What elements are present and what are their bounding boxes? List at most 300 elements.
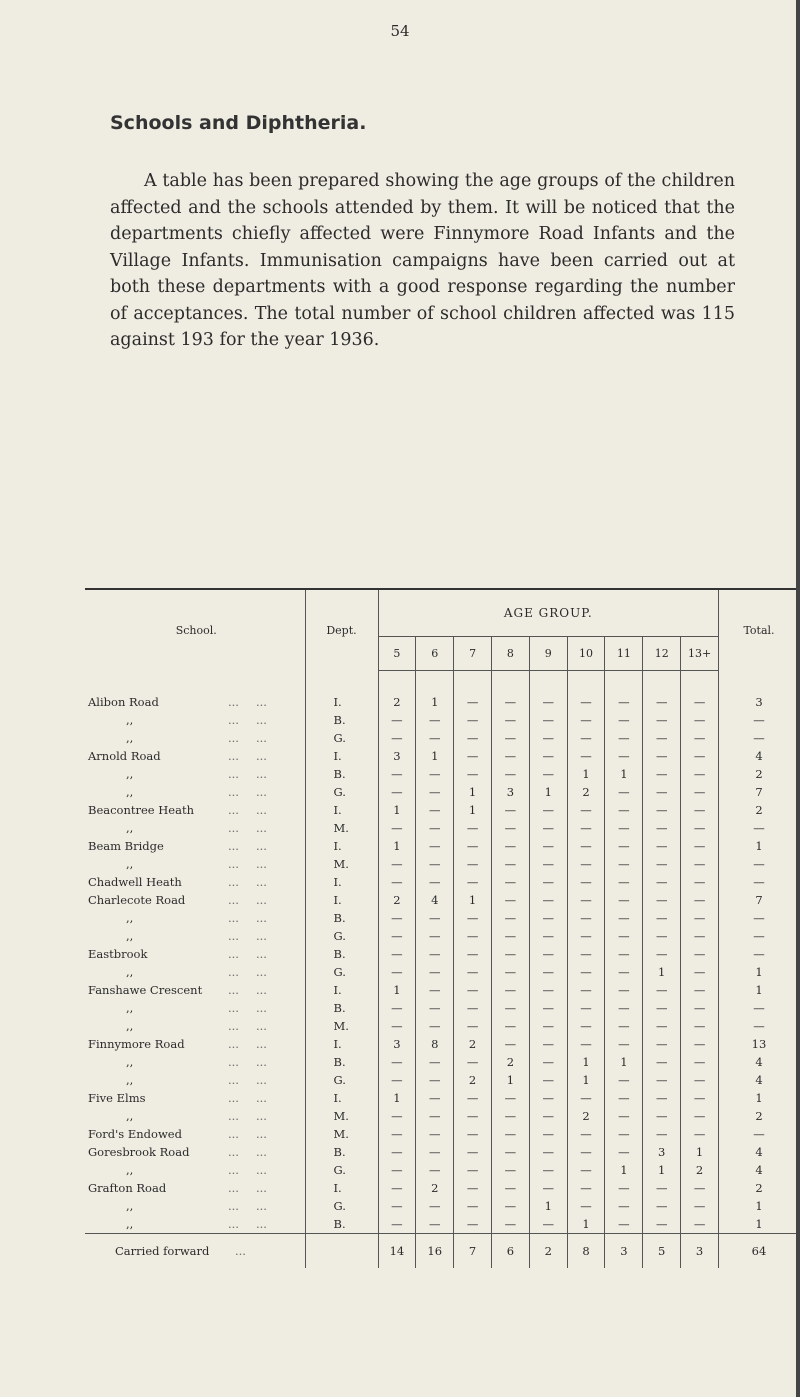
age-cell: 1 xyxy=(681,1143,719,1161)
table-row xyxy=(85,1017,799,1035)
table-row xyxy=(85,1179,799,1197)
school-name xyxy=(85,1053,305,1071)
age-cell: — xyxy=(378,909,416,927)
school-name xyxy=(85,945,305,963)
age-cell: — xyxy=(378,1125,416,1143)
age-cell: — xyxy=(643,1179,681,1197)
total-cell: — xyxy=(719,909,800,927)
table-row xyxy=(85,671,799,712)
age-cell: — xyxy=(681,711,719,729)
age-cell: — xyxy=(605,963,643,981)
total-cell: 2 xyxy=(719,1179,800,1197)
header-age-8: 13+ xyxy=(681,637,719,671)
header-age-6: 11 xyxy=(605,637,643,671)
total-cell: — xyxy=(719,711,800,729)
age-cell: — xyxy=(454,873,492,891)
age-cell: — xyxy=(529,711,567,729)
total-cell: — xyxy=(719,945,800,963)
leader-dots: ... xyxy=(256,1109,267,1123)
header-age-4: 9 xyxy=(529,637,567,671)
dept: I. xyxy=(305,1035,378,1053)
dept: B. xyxy=(305,765,378,783)
age-cell: — xyxy=(491,837,529,855)
age-cell: — xyxy=(681,945,719,963)
table-row xyxy=(85,783,799,801)
carried-cell: 14 xyxy=(378,1234,416,1269)
leader-dots: ... xyxy=(256,1019,267,1033)
age-cell: — xyxy=(681,671,719,712)
total-cell: 7 xyxy=(719,891,800,909)
age-cell: — xyxy=(567,1143,605,1161)
table-row xyxy=(85,1071,799,1089)
age-cell: — xyxy=(454,711,492,729)
school-name xyxy=(85,855,305,873)
age-cell: — xyxy=(605,1035,643,1053)
dept: B. xyxy=(305,909,378,927)
carried-cell: 8 xyxy=(567,1234,605,1269)
dept: G. xyxy=(305,783,378,801)
school-label: ,, xyxy=(126,929,134,943)
age-cell: — xyxy=(681,1053,719,1071)
leader-dots: ... xyxy=(256,1181,267,1195)
dept: I. xyxy=(305,1179,378,1197)
school-label: ,, xyxy=(126,1001,134,1015)
page-edge xyxy=(796,0,800,1397)
leader-dots: ... xyxy=(256,731,267,745)
dept xyxy=(305,1234,378,1269)
carried-cell: 3 xyxy=(605,1234,643,1269)
age-cell: — xyxy=(454,963,492,981)
carried-cell: 16 xyxy=(416,1234,454,1269)
age-cell: 2 xyxy=(567,1107,605,1125)
age-cell: — xyxy=(416,801,454,819)
age-cell: — xyxy=(378,1215,416,1234)
age-cell: — xyxy=(378,783,416,801)
total-cell: 1 xyxy=(719,837,800,855)
age-cell: — xyxy=(681,1215,719,1234)
age-cell: — xyxy=(643,981,681,999)
leader-dots: ... xyxy=(256,983,267,997)
age-cell: — xyxy=(529,1089,567,1107)
total-cell: 4 xyxy=(719,1071,800,1089)
age-cell: — xyxy=(681,1107,719,1125)
age-cell: — xyxy=(643,1035,681,1053)
school-name xyxy=(85,1089,305,1107)
table-row xyxy=(85,1215,799,1234)
total-cell: 3 xyxy=(719,671,800,712)
age-cell: — xyxy=(643,1107,681,1125)
header-age-7: 12 xyxy=(643,637,681,671)
age-cell: — xyxy=(378,1053,416,1071)
age-cell: 2 xyxy=(454,1035,492,1053)
age-cell: — xyxy=(643,801,681,819)
leader-dots: ... xyxy=(228,1109,239,1123)
leader-dots: ... xyxy=(256,1037,267,1051)
carried-cell: 6 xyxy=(491,1234,529,1269)
leader-dots: ... xyxy=(228,875,239,889)
age-cell: — xyxy=(491,981,529,999)
leader-dots: ... xyxy=(256,1145,267,1159)
dept: I. xyxy=(305,891,378,909)
age-cell: — xyxy=(378,945,416,963)
school-label: Chadwell Heath xyxy=(88,875,182,889)
leader-dots: ... xyxy=(228,694,239,709)
school-label: Arnold Road xyxy=(88,749,161,763)
intro-paragraph: A table has been prepared showing the age groups of the children affected and the schools attended by them. It will be noticed that the departments chiefly affected were Finnymore Road Infants and the Village Infants. Immunisation campaigns have been carried out at both these departments with a good response regarding the number of acceptances. The total number of school children affected was 115 against 193 for the year 1936. xyxy=(110,171,735,350)
age-cell: — xyxy=(416,963,454,981)
age-cell: 1 xyxy=(567,1071,605,1089)
leader-dots: ... xyxy=(228,1055,239,1069)
total-cell: 1 xyxy=(719,1197,800,1215)
age-cell: — xyxy=(416,711,454,729)
carried-cell: 3 xyxy=(681,1234,719,1269)
table-row xyxy=(85,981,799,999)
age-cell: — xyxy=(491,1197,529,1215)
age-cell: — xyxy=(567,1197,605,1215)
leader-dots: ... xyxy=(228,839,239,853)
total-cell: 4 xyxy=(719,747,800,765)
leader-dots: ... xyxy=(256,803,267,817)
table-row xyxy=(85,837,799,855)
age-cell: 2 xyxy=(681,1161,719,1179)
age-cell: 3 xyxy=(378,1035,416,1053)
age-cell: — xyxy=(454,671,492,712)
age-cell: — xyxy=(605,1197,643,1215)
leader-dots: ... xyxy=(228,1073,239,1087)
total-cell: 4 xyxy=(719,1161,800,1179)
age-cell: — xyxy=(567,1089,605,1107)
leader-dots: ... xyxy=(228,1127,239,1141)
age-cell: — xyxy=(643,1125,681,1143)
age-cell: — xyxy=(378,1179,416,1197)
school-name xyxy=(85,963,305,981)
age-cell: — xyxy=(416,1125,454,1143)
age-cell: 1 xyxy=(491,1071,529,1089)
dept: M. xyxy=(305,1017,378,1035)
age-cell: — xyxy=(529,765,567,783)
dept: B. xyxy=(305,945,378,963)
age-cell: — xyxy=(529,819,567,837)
age-cell: — xyxy=(605,837,643,855)
school-name xyxy=(85,999,305,1017)
age-cell: — xyxy=(491,927,529,945)
table-row xyxy=(85,747,799,765)
table-row xyxy=(85,711,799,729)
table-row xyxy=(85,1107,799,1125)
leader-dots: ... xyxy=(256,839,267,853)
age-cell: 1 xyxy=(529,1197,567,1215)
age-cell: — xyxy=(605,891,643,909)
age-cell: — xyxy=(643,999,681,1017)
total-cell: — xyxy=(719,729,800,747)
age-cell: 1 xyxy=(643,1161,681,1179)
age-cell: — xyxy=(529,1035,567,1053)
dept: I. xyxy=(305,801,378,819)
age-cell: — xyxy=(643,747,681,765)
total-cell: 2 xyxy=(719,1107,800,1125)
leader-dots: ... xyxy=(228,713,239,727)
age-cell: — xyxy=(378,819,416,837)
age-cell: 1 xyxy=(529,783,567,801)
leader-dots: ... xyxy=(228,749,239,763)
header-dept: Dept. xyxy=(305,590,378,671)
age-cell: — xyxy=(491,1161,529,1179)
age-cell: — xyxy=(567,801,605,819)
age-cell: 1 xyxy=(567,1053,605,1071)
age-cell: — xyxy=(529,873,567,891)
age-cell: — xyxy=(605,819,643,837)
age-cell: — xyxy=(454,945,492,963)
carried-cell: 7 xyxy=(454,1234,492,1269)
age-cell: — xyxy=(491,1017,529,1035)
age-cell: — xyxy=(643,819,681,837)
table-row xyxy=(85,855,799,873)
age-cell: — xyxy=(567,671,605,712)
school-name xyxy=(85,729,305,747)
total-cell: 4 xyxy=(719,1053,800,1071)
age-cell: — xyxy=(681,891,719,909)
age-cell: — xyxy=(681,783,719,801)
total-cell: 1 xyxy=(719,981,800,999)
school-name xyxy=(85,891,305,909)
age-cell: — xyxy=(378,1071,416,1089)
leader-dots: ... xyxy=(256,767,267,781)
leader-dots: ... xyxy=(256,947,267,961)
age-cell: 1 xyxy=(378,837,416,855)
school-name xyxy=(85,1035,305,1053)
age-cell: 2 xyxy=(416,1179,454,1197)
age-cell: — xyxy=(643,1215,681,1234)
age-cell: 8 xyxy=(416,1035,454,1053)
header-total: Total. xyxy=(719,590,800,671)
age-cell: — xyxy=(643,783,681,801)
age-cell: 1 xyxy=(567,1215,605,1234)
age-cell: — xyxy=(378,729,416,747)
dept: M. xyxy=(305,855,378,873)
leader-dots: ... xyxy=(256,1073,267,1087)
age-cell: — xyxy=(491,747,529,765)
school-label: Goresbrook Road xyxy=(88,1145,190,1159)
age-cell: — xyxy=(567,711,605,729)
age-cell: — xyxy=(378,1161,416,1179)
table-row xyxy=(85,729,799,747)
age-cell: — xyxy=(567,909,605,927)
section-heading: Schools and Diphtheria. xyxy=(110,112,367,134)
leader-dots: ... xyxy=(256,1001,267,1015)
age-cell: 1 xyxy=(378,1089,416,1107)
age-cell: — xyxy=(454,1107,492,1125)
leader-dots: ... xyxy=(256,911,267,925)
age-cell: — xyxy=(491,801,529,819)
age-cell: — xyxy=(416,1197,454,1215)
age-cell: — xyxy=(605,873,643,891)
header-age-3: 8 xyxy=(491,637,529,671)
age-cell: — xyxy=(529,891,567,909)
school-label: Beacontree Heath xyxy=(88,803,194,817)
leader-dots: ... xyxy=(228,821,239,835)
age-cell: — xyxy=(605,1215,643,1234)
table-row xyxy=(85,963,799,981)
dept: G. xyxy=(305,1197,378,1215)
age-cell: — xyxy=(529,981,567,999)
age-cell: — xyxy=(491,729,529,747)
age-cell: 2 xyxy=(491,1053,529,1071)
page-number: 54 xyxy=(390,22,410,40)
table-row xyxy=(85,1197,799,1215)
age-cell: — xyxy=(567,927,605,945)
age-cell: — xyxy=(643,1197,681,1215)
leader-dots: ... xyxy=(256,749,267,763)
age-cell: — xyxy=(454,999,492,1017)
age-cell: — xyxy=(454,981,492,999)
age-cell: — xyxy=(567,729,605,747)
dept: G. xyxy=(305,963,378,981)
age-cell: — xyxy=(529,927,567,945)
total-cell: 4 xyxy=(719,1143,800,1161)
age-cell: 1 xyxy=(605,765,643,783)
age-cell: — xyxy=(378,999,416,1017)
age-cell: — xyxy=(416,1107,454,1125)
table-row xyxy=(85,1125,799,1143)
school-name xyxy=(85,1107,305,1125)
school-name xyxy=(85,837,305,855)
age-cell: — xyxy=(378,927,416,945)
age-cell: — xyxy=(529,837,567,855)
table-row xyxy=(85,873,799,891)
header-age-5: 10 xyxy=(567,637,605,671)
school-name xyxy=(85,711,305,729)
age-cell: — xyxy=(454,855,492,873)
dept: G. xyxy=(305,927,378,945)
age-cell: 1 xyxy=(454,783,492,801)
age-cell: — xyxy=(491,1089,529,1107)
age-cell: — xyxy=(643,1071,681,1089)
carried-label: Carried forward xyxy=(115,1244,210,1258)
age-cell: — xyxy=(416,1161,454,1179)
age-cell: — xyxy=(567,855,605,873)
age-cell: — xyxy=(605,801,643,819)
age-cell: — xyxy=(416,783,454,801)
age-cell: — xyxy=(567,1161,605,1179)
age-cell: — xyxy=(416,765,454,783)
age-cell: — xyxy=(605,945,643,963)
school-label: ,, xyxy=(126,1073,134,1087)
age-cell: 4 xyxy=(416,891,454,909)
table-row xyxy=(85,891,799,909)
age-cell: — xyxy=(681,1197,719,1215)
age-cell: — xyxy=(643,765,681,783)
age-cell: — xyxy=(681,1071,719,1089)
school-label: ,, xyxy=(126,767,134,781)
age-cell: 1 xyxy=(567,765,605,783)
age-cell: — xyxy=(605,747,643,765)
age-cell: — xyxy=(605,783,643,801)
leader-dots: ... xyxy=(256,785,267,799)
age-cell: — xyxy=(529,855,567,873)
leader-dots: ... xyxy=(228,1091,239,1105)
header-age-0: 5 xyxy=(378,637,416,671)
age-cell: — xyxy=(605,1179,643,1197)
age-cell: — xyxy=(491,671,529,712)
age-cell: — xyxy=(643,1053,681,1071)
age-cell: 1 xyxy=(605,1053,643,1071)
age-cell: — xyxy=(643,729,681,747)
age-cell: — xyxy=(681,1125,719,1143)
age-cell: — xyxy=(454,927,492,945)
age-cell: — xyxy=(529,945,567,963)
age-cell: — xyxy=(454,1215,492,1234)
age-cell: — xyxy=(454,747,492,765)
age-cell: — xyxy=(567,999,605,1017)
age-cell: — xyxy=(529,1125,567,1143)
age-cell: — xyxy=(643,1089,681,1107)
leader-dots: ... xyxy=(228,911,239,925)
age-cell: — xyxy=(378,1143,416,1161)
leader-dots: ... xyxy=(228,1019,239,1033)
age-cell: — xyxy=(529,1017,567,1035)
leader-dots: ... xyxy=(256,713,267,727)
leader-dots: ... xyxy=(256,1091,267,1105)
age-cell: — xyxy=(378,1197,416,1215)
school-label: Fanshawe Crescent xyxy=(88,983,203,997)
age-cell: — xyxy=(491,999,529,1017)
leader-dots: ... xyxy=(228,1217,239,1231)
age-cell: — xyxy=(416,981,454,999)
header-age-group: AGE GROUP. xyxy=(378,590,719,637)
age-cell: — xyxy=(454,1125,492,1143)
age-cell: — xyxy=(643,873,681,891)
leader-dots: ... xyxy=(256,929,267,943)
age-cell: — xyxy=(567,837,605,855)
age-cell: — xyxy=(529,1179,567,1197)
age-cell: — xyxy=(567,891,605,909)
school-name xyxy=(85,765,305,783)
age-cell: — xyxy=(454,1089,492,1107)
dept: I. xyxy=(305,873,378,891)
school-name xyxy=(85,1125,305,1143)
age-cell: — xyxy=(416,1053,454,1071)
age-cell: — xyxy=(681,1035,719,1053)
age-cell: — xyxy=(681,999,719,1017)
age-cell: — xyxy=(605,1125,643,1143)
school-label: ,, xyxy=(126,1217,134,1231)
age-cell: — xyxy=(529,1215,567,1234)
leader-dots: ... xyxy=(228,1163,239,1177)
age-cell: — xyxy=(454,1143,492,1161)
age-cell: — xyxy=(529,1107,567,1125)
school-label: ,, xyxy=(126,713,134,727)
age-cell: 1 xyxy=(643,963,681,981)
table-row xyxy=(85,765,799,783)
school-name xyxy=(85,1071,305,1089)
school-label: ,, xyxy=(126,965,134,979)
leader-dots: ... xyxy=(228,1199,239,1213)
table-row xyxy=(85,999,799,1017)
age-cell: — xyxy=(605,999,643,1017)
school-label: Ford's Endowed xyxy=(88,1127,182,1141)
school-name xyxy=(85,927,305,945)
age-cell: — xyxy=(378,873,416,891)
age-cell: 2 xyxy=(378,671,416,712)
age-cell: — xyxy=(529,1053,567,1071)
age-cell: — xyxy=(378,711,416,729)
school-label: ,, xyxy=(126,1055,134,1069)
age-cell: — xyxy=(643,927,681,945)
age-cell: 1 xyxy=(416,747,454,765)
age-cell: — xyxy=(643,671,681,712)
age-cell: 1 xyxy=(454,801,492,819)
leader-dots: ... xyxy=(228,983,239,997)
